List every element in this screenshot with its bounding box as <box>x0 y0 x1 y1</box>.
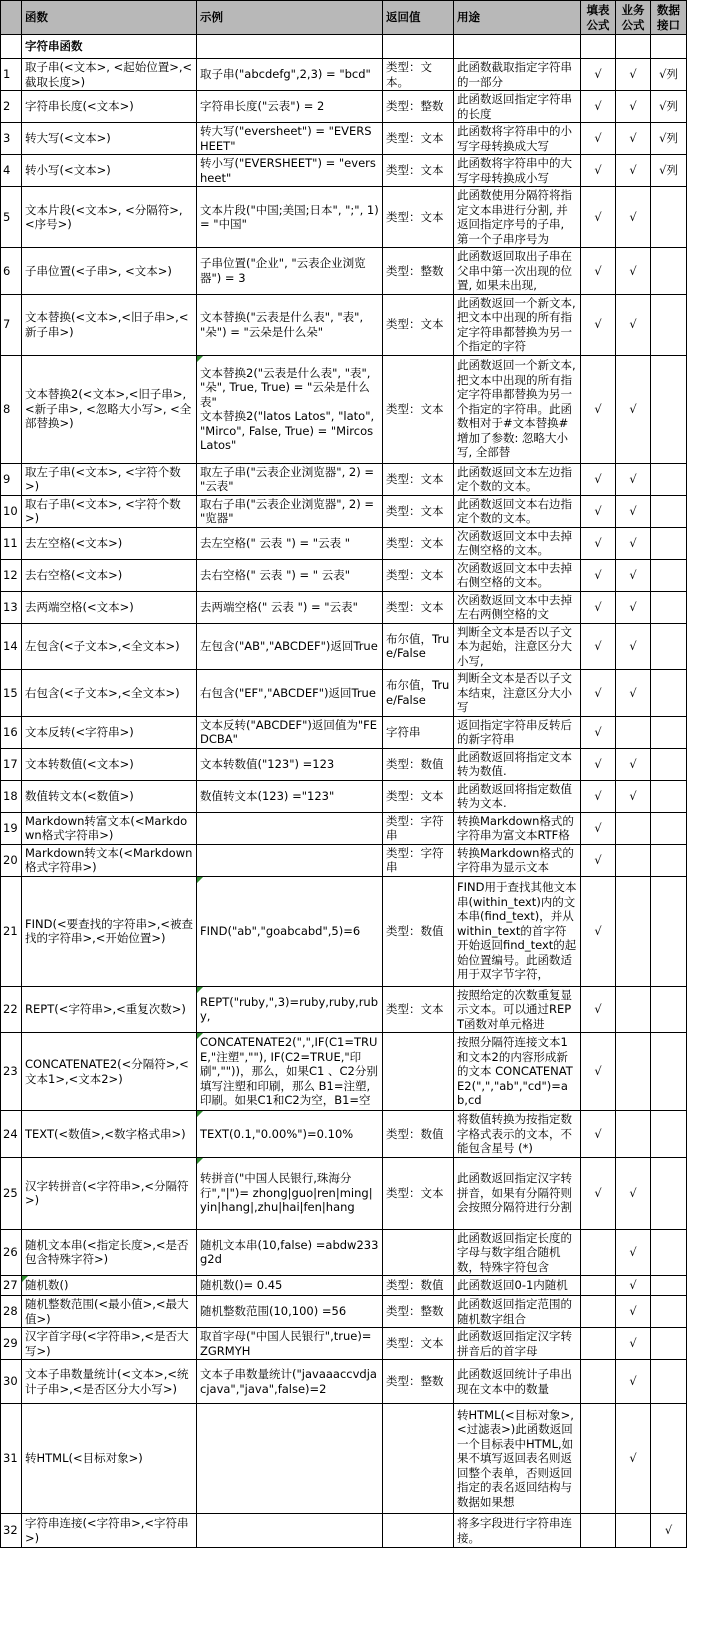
business-formula-check: √ <box>616 623 651 670</box>
data-interface-check <box>651 1157 687 1229</box>
business-formula-check: √ <box>616 559 651 591</box>
function-cell: 左包含(<子文本>,<全文本>) <box>22 623 197 670</box>
fill-formula-check: √ <box>581 623 616 670</box>
example-cell: CONCATENATE2(",",IF(C1=TRUE,"注塑",""), IF(C2=TRUE,"印刷",""))，那么，如果C1 、C2分别填写注塑和印刷，那么 B1=注塑,印刷。如果C1和C2为空，B1=空 <box>197 1033 383 1111</box>
business-formula-check <box>616 986 651 1033</box>
business-formula-check: √ <box>616 355 651 463</box>
business-formula-check: √ <box>616 1157 651 1229</box>
function-cell: 右包含(<子文本>,<全文本>) <box>22 670 197 717</box>
business-formula-check: √ <box>616 527 651 559</box>
row-number: 2 <box>1 91 22 123</box>
return-cell: 字符串 <box>383 716 454 748</box>
data-interface-check <box>651 670 687 717</box>
business-formula-check <box>616 1514 651 1548</box>
function-cell: 去左空格(<文本>) <box>22 527 197 559</box>
usage-cell: 此函数返回指定汉字转拼音后的首字母 <box>454 1328 581 1360</box>
example-cell <box>197 812 383 844</box>
usage-cell: 判断全文本是否以子文本为起始，注意区分大小写, <box>454 623 581 670</box>
function-cell: FIND(<要查找的字符串>,<被查找的字符串>,<开始位置>) <box>22 876 197 986</box>
table-row <box>1 1033 687 1111</box>
business-formula-check: √ <box>616 670 651 717</box>
header-index <box>1 1 22 35</box>
table-row <box>1 1229 687 1276</box>
usage-cell: 转换Markdown格式的字符串为富文本RTF格 <box>454 812 581 844</box>
function-cell: 转HTML(<目标对象>) <box>22 1404 197 1514</box>
business-formula-check: √ <box>616 495 651 527</box>
usage-cell: 返回指定字符串反转后的新字符串 <box>454 716 581 748</box>
return-cell: 类型：文本 <box>383 1157 454 1229</box>
function-cell: 字符串连接(<字符串>,<字符串>) <box>22 1514 197 1548</box>
business-formula-check <box>616 1033 651 1111</box>
usage-cell: 此函数截取指定字符串的一部分 <box>454 59 581 91</box>
table-row <box>1 1360 687 1404</box>
data-interface-check <box>651 716 687 748</box>
table-row <box>1 527 687 559</box>
return-cell: 类型：文本 <box>383 591 454 623</box>
fill-formula-check: √ <box>581 1157 616 1229</box>
fill-formula-check: √ <box>581 248 616 295</box>
fill-formula-check: √ <box>581 463 616 495</box>
table-row <box>1 59 687 91</box>
usage-cell: 此函数返回文本左边指定个数的文本。 <box>454 463 581 495</box>
example-cell: 文本转数值("123") =123 <box>197 748 383 780</box>
usage-cell: 此函数返回指定字符串的长度 <box>454 91 581 123</box>
fill-formula-check: √ <box>581 527 616 559</box>
usage-cell: 此函数将字符串中的小写字母转换成大写 <box>454 123 581 155</box>
data-interface-check <box>651 812 687 844</box>
example-cell: 文本反转("ABCDEF")返回值为"FEDCBA" <box>197 716 383 748</box>
usage-cell: 此函数返回统计子串出现在文本中的数量 <box>454 1360 581 1404</box>
fill-formula-check: √ <box>581 876 616 986</box>
usage-cell: 转换Markdown格式的字符串为显示文本 <box>454 844 581 876</box>
fill-formula-check: √ <box>581 495 616 527</box>
business-formula-check <box>616 716 651 748</box>
fill-formula-check: √ <box>581 1033 616 1111</box>
return-cell: 类型：字符串 <box>383 844 454 876</box>
row-number: 8 <box>1 355 22 463</box>
return-cell <box>383 1404 454 1514</box>
data-interface-check <box>651 1229 687 1276</box>
fill-formula-check: √ <box>581 559 616 591</box>
business-formula-check: √ <box>616 1360 651 1404</box>
function-cell: 随机数() <box>22 1276 197 1296</box>
row-number: 25 <box>1 1157 22 1229</box>
example-cell: 字符串长度("云表") = 2 <box>197 91 383 123</box>
example-cell: FIND("ab","goabcabd",5)=6 <box>197 876 383 986</box>
row-number: 1 <box>1 59 22 91</box>
business-formula-check: √ <box>616 91 651 123</box>
fill-formula-check: √ <box>581 748 616 780</box>
example-cell: 去左空格(" 云表 ") = "云表 " <box>197 527 383 559</box>
function-cell: 文本替换(<文本>,<旧子串>,<新子串>) <box>22 294 197 355</box>
usage-cell: 转HTML(<目标对象>,<过滤表>)此函数返回一个目标表中HTML,如果不填写返回表名则返回整个表单，否则返回指定的表名返回结构与数据如果想 <box>454 1404 581 1514</box>
data-interface-check <box>651 1296 687 1328</box>
business-formula-check <box>616 844 651 876</box>
row-number: 10 <box>1 495 22 527</box>
example-cell <box>197 1404 383 1514</box>
return-cell: 类型：数值 <box>383 1276 454 1296</box>
data-interface-check <box>651 876 687 986</box>
return-cell: 类型：字符串 <box>383 812 454 844</box>
function-cell: 文本替换2(<文本>,<旧子串>,<新子串>, <忽略大小写>, <全部替换>) <box>22 355 197 463</box>
row-number: 22 <box>1 986 22 1033</box>
row-number: 16 <box>1 716 22 748</box>
section-row <box>1 35 687 59</box>
example-cell <box>197 1514 383 1548</box>
row-number: 17 <box>1 748 22 780</box>
business-formula-check: √ <box>616 123 651 155</box>
data-interface-check <box>651 187 687 248</box>
fill-formula-check: √ <box>581 986 616 1033</box>
example-cell: 转大写("eversheet") = "EVERSHEET" <box>197 123 383 155</box>
data-interface-check <box>651 1328 687 1360</box>
example-cell: 子串位置("企业", "云表企业浏览器") = 3 <box>197 248 383 295</box>
business-formula-check: √ <box>616 1276 651 1296</box>
data-interface-check: √列 <box>651 91 687 123</box>
fill-formula-check: √ <box>581 591 616 623</box>
example-cell: REPT("ruby,",3)=ruby,ruby,ruby, <box>197 986 383 1033</box>
table-row <box>1 716 687 748</box>
function-cell: 转大写(<文本>) <box>22 123 197 155</box>
header-row <box>1 1 687 35</box>
business-formula-check: √ <box>616 59 651 91</box>
return-cell: 类型：数值 <box>383 876 454 986</box>
data-interface-check <box>651 495 687 527</box>
business-formula-check: √ <box>616 1229 651 1276</box>
table-row <box>1 463 687 495</box>
usage-cell: 次函数返回文本中去掉左侧空格的文本。 <box>454 527 581 559</box>
usage-cell: 此函数返回取出子串在父串中第一次出现的位置, 如果未出现, <box>454 248 581 295</box>
example-cell: 数值转文本(123) ="123" <box>197 780 383 812</box>
row-number: 29 <box>1 1328 22 1360</box>
function-cell: 随机文本串(<指定长度>,<是否包含特殊字符>) <box>22 1229 197 1276</box>
data-interface-check: √列 <box>651 59 687 91</box>
business-formula-check: √ <box>616 248 651 295</box>
return-cell: 类型：文本 <box>383 780 454 812</box>
row-number: 28 <box>1 1296 22 1328</box>
fill-formula-check <box>581 1360 616 1404</box>
usage-cell: 此函数返回指定汉字转拼音，如果有分隔符则会按照分隔符进行分割 <box>454 1157 581 1229</box>
fill-formula-check: √ <box>581 844 616 876</box>
fill-formula-check: √ <box>581 294 616 355</box>
table-row <box>1 91 687 123</box>
fill-formula-check <box>581 1328 616 1360</box>
business-formula-check <box>616 812 651 844</box>
data-interface-check <box>651 844 687 876</box>
function-cell: 汉字转拼音(<字符串>,<分隔符>) <box>22 1157 197 1229</box>
table-row <box>1 1328 687 1360</box>
usage-cell: 将多字段进行字符串连接。 <box>454 1514 581 1548</box>
usage-cell: 将数值转换为按指定数字格式表示的文本，不能包含星号 (*) <box>454 1111 581 1158</box>
table-row <box>1 248 687 295</box>
table-row <box>1 495 687 527</box>
row-number: 24 <box>1 1111 22 1158</box>
business-formula-check: √ <box>616 463 651 495</box>
row-number: 26 <box>1 1229 22 1276</box>
business-formula-check: √ <box>616 187 651 248</box>
function-cell: 取左子串(<文本>, <字符个数>) <box>22 463 197 495</box>
business-formula-check: √ <box>616 1328 651 1360</box>
row-number: 20 <box>1 844 22 876</box>
table-row <box>1 1157 687 1229</box>
example-cell: 转拼音("中国人民银行,珠海分行","|")= zhong|guo|ren|ming|yin|hang|,zhu|hai|fen|hang <box>197 1157 383 1229</box>
fill-formula-check <box>581 1276 616 1296</box>
table-row <box>1 559 687 591</box>
table-row <box>1 187 687 248</box>
example-cell: TEXT(0.1,"0.00%")=0.10% <box>197 1111 383 1158</box>
business-formula-check: √ <box>616 748 651 780</box>
usage-cell: 此函数将字符串中的大写字母转换成小写 <box>454 155 581 187</box>
business-formula-check: √ <box>616 780 651 812</box>
return-cell: 类型：数值 <box>383 1111 454 1158</box>
example-cell: 去两端空格(" 云表 ") = "云表" <box>197 591 383 623</box>
row-number: 32 <box>1 1514 22 1548</box>
row-number: 7 <box>1 294 22 355</box>
function-cell: 汉字首字母(<字符串>,<是否大写>) <box>22 1328 197 1360</box>
row-number: 6 <box>1 248 22 295</box>
table-row <box>1 294 687 355</box>
example-cell: 随机整数范围(10,100) =56 <box>197 1296 383 1328</box>
fill-formula-check: √ <box>581 812 616 844</box>
table-row <box>1 748 687 780</box>
row-number: 31 <box>1 1404 22 1514</box>
function-cell: TEXT(<数值>,<数字格式串>) <box>22 1111 197 1158</box>
row-number: 12 <box>1 559 22 591</box>
return-cell: 类型：文本 <box>383 187 454 248</box>
section-title: 字符串函数 <box>22 35 197 59</box>
row-number: 30 <box>1 1360 22 1404</box>
function-cell: 转小写(<文本>) <box>22 155 197 187</box>
fill-formula-check <box>581 1514 616 1548</box>
return-cell: 类型：文本 <box>383 463 454 495</box>
row-number: 5 <box>1 187 22 248</box>
data-interface-check <box>651 623 687 670</box>
fill-formula-check: √ <box>581 187 616 248</box>
fill-formula-check: √ <box>581 123 616 155</box>
example-cell <box>197 844 383 876</box>
return-cell: 类型：数值 <box>383 748 454 780</box>
example-cell: 文本子串数量统计("javaaaccvdjacjava","java",false)=2 <box>197 1360 383 1404</box>
return-cell: 类型：文本 <box>383 559 454 591</box>
table-row <box>1 844 687 876</box>
usage-cell: 按照给定的次数重复显示文本。可以通过REPT函数对单元格进 <box>454 986 581 1033</box>
data-interface-check <box>651 748 687 780</box>
row-number: 3 <box>1 123 22 155</box>
return-cell: 类型：文本 <box>383 355 454 463</box>
usage-cell: 此函数返回将指定数值转为文本. <box>454 780 581 812</box>
usage-cell: 此函数返回0-1内随机 <box>454 1276 581 1296</box>
usage-cell: 此函数返回一个新文本,把文本中出现的所有指定字符串都替换为另一个指定的字符 <box>454 294 581 355</box>
function-cell: 字符串长度(<文本>) <box>22 91 197 123</box>
fill-formula-check <box>581 1404 616 1514</box>
table-row <box>1 670 687 717</box>
fill-formula-check: √ <box>581 1111 616 1158</box>
data-interface-check <box>651 1404 687 1514</box>
header-data-interface: 数据接口 <box>651 1 687 35</box>
return-cell: 类型：文本 <box>383 294 454 355</box>
return-cell: 类型：整数 <box>383 248 454 295</box>
usage-cell: 此函数返回将指定文本转为数值. <box>454 748 581 780</box>
example-cell: 转小写("EVERSHEET") = "eversheet" <box>197 155 383 187</box>
example-cell: 取左子串("云表企业浏览器", 2) = "云表" <box>197 463 383 495</box>
fill-formula-check: √ <box>581 59 616 91</box>
usage-cell: 此函数返回文本右边指定个数的文本。 <box>454 495 581 527</box>
table-row <box>1 123 687 155</box>
table-row <box>1 591 687 623</box>
usage-cell: 此函数返回指定范围的随机数字组合 <box>454 1296 581 1328</box>
table-row <box>1 1404 687 1514</box>
data-interface-check <box>651 986 687 1033</box>
fill-formula-check: √ <box>581 716 616 748</box>
function-cell: 取右子串(<文本>, <字符个数>) <box>22 495 197 527</box>
fill-formula-check <box>581 1296 616 1328</box>
business-formula-check: √ <box>616 1296 651 1328</box>
data-interface-check <box>651 1111 687 1158</box>
table-row <box>1 1514 687 1548</box>
header-example: 示例 <box>197 1 383 35</box>
data-interface-check: √列 <box>651 155 687 187</box>
example-cell: 左包含("AB","ABCDEF")返回True <box>197 623 383 670</box>
return-cell: 布尔值，True/False <box>383 670 454 717</box>
data-interface-check: √列 <box>651 123 687 155</box>
data-interface-check <box>651 294 687 355</box>
fill-formula-check: √ <box>581 670 616 717</box>
data-interface-check <box>651 463 687 495</box>
header-business-formula: 业务公式 <box>616 1 651 35</box>
data-interface-check <box>651 780 687 812</box>
return-cell: 类型：文本 <box>383 155 454 187</box>
function-cell: CONCATENATE2(<分隔符>,<文本1>,<文本2>) <box>22 1033 197 1111</box>
return-cell: 类型：文本 <box>383 986 454 1033</box>
usage-cell: 次函数返回文本中去掉左右两侧空格的文 <box>454 591 581 623</box>
return-cell: 类型：文本 <box>383 1328 454 1360</box>
business-formula-check: √ <box>616 294 651 355</box>
fill-formula-check: √ <box>581 355 616 463</box>
function-cell: 去两端空格(<文本>) <box>22 591 197 623</box>
return-cell: 类型：文本。 <box>383 59 454 91</box>
function-cell: Markdown转富文本(<Markdown格式字符串>) <box>22 812 197 844</box>
data-interface-check <box>651 1360 687 1404</box>
example-cell: 文本替换("云表是什么表", "表", "朵") = "云朵是什么朵" <box>197 294 383 355</box>
table-row <box>1 780 687 812</box>
data-interface-check <box>651 591 687 623</box>
example-cell: 右包含("EF","ABCDEF")返回True <box>197 670 383 717</box>
row-number: 4 <box>1 155 22 187</box>
table-row <box>1 876 687 986</box>
return-cell: 布尔值，True/False <box>383 623 454 670</box>
fill-formula-check: √ <box>581 91 616 123</box>
example-cell: 随机文本串(10,false) =abdw233g2d <box>197 1229 383 1276</box>
usage-cell: 判断全文本是否以子文本结束，注意区分大小写 <box>454 670 581 717</box>
function-cell: Markdown转文本(<Markdown格式字符串>) <box>22 844 197 876</box>
example-cell: 文本替换2("云表是什么表", "表", "朵", True, True) = "云朵是什么表" 文本替换2("latos Latos", "lato", "Mirco", False, True) = "Mircos Latos" <box>197 355 383 463</box>
business-formula-check <box>616 876 651 986</box>
usage-cell: 按照分隔符连接文本1和文本2的内容形成新的文本 CONCATENATE2(",","ab","cd")=ab,cd <box>454 1033 581 1111</box>
table-row <box>1 155 687 187</box>
return-cell: 类型：文本 <box>383 123 454 155</box>
return-cell <box>383 1033 454 1111</box>
header-function: 函数 <box>22 1 197 35</box>
return-cell: 类型：文本 <box>383 527 454 559</box>
function-cell: 去右空格(<文本>) <box>22 559 197 591</box>
example-cell: 取右子串("云表企业浏览器", 2) = "览器" <box>197 495 383 527</box>
return-cell <box>383 1229 454 1276</box>
table-row <box>1 1296 687 1328</box>
row-number: 21 <box>1 876 22 986</box>
example-cell: 去右空格(" 云表 ") = " 云表" <box>197 559 383 591</box>
header-return: 返回值 <box>383 1 454 35</box>
data-interface-check <box>651 559 687 591</box>
row-number: 18 <box>1 780 22 812</box>
usage-cell: FIND用于查找其他文本串(within_text)内的文本串(find_text)，并从within_text的首字符开始返回find_text的起始位置编号。此函数适用于双字节字符， <box>454 876 581 986</box>
table-row <box>1 1111 687 1158</box>
table-row <box>1 355 687 463</box>
example-cell: 随机数()= 0.45 <box>197 1276 383 1296</box>
row-number: 23 <box>1 1033 22 1111</box>
table-row <box>1 986 687 1033</box>
business-formula-check <box>616 1111 651 1158</box>
usage-cell: 次函数返回文本中去掉右侧空格的文本。 <box>454 559 581 591</box>
function-cell: 文本转数值(<文本>) <box>22 748 197 780</box>
row-number: 11 <box>1 527 22 559</box>
example-cell: 取子串("abcdefg",2,3) = "bcd" <box>197 59 383 91</box>
row-number: 19 <box>1 812 22 844</box>
row-number: 9 <box>1 463 22 495</box>
function-cell: 文本子串数量统计(<文本>,<统计子串>,<是否区分大小写>) <box>22 1360 197 1404</box>
data-interface-check <box>651 248 687 295</box>
row-number: 27 <box>1 1276 22 1296</box>
fill-formula-check: √ <box>581 780 616 812</box>
return-cell: 类型：整数 <box>383 1360 454 1404</box>
data-interface-check <box>651 527 687 559</box>
function-cell: 随机整数范围(<最小值>,<最大值>) <box>22 1296 197 1328</box>
table-row <box>1 812 687 844</box>
data-interface-check <box>651 1276 687 1296</box>
function-cell: 取子串(<文本>, <起始位置>,<截取长度>) <box>22 59 197 91</box>
function-cell: 子串位置(<子串>, <文本>) <box>22 248 197 295</box>
business-formula-check: √ <box>616 155 651 187</box>
fill-formula-check: √ <box>581 155 616 187</box>
function-cell: REPT(<字符串>,<重复次数>) <box>22 986 197 1033</box>
data-interface-check: √ <box>651 1514 687 1548</box>
function-cell: 数值转文本(<数值>) <box>22 780 197 812</box>
table-row <box>1 623 687 670</box>
return-cell: 类型：整数 <box>383 91 454 123</box>
example-cell: 文本片段("中国;美国;日本", ";", 1) = "中国" <box>197 187 383 248</box>
row-number: 14 <box>1 623 22 670</box>
usage-cell: 此函数返回一个新文本,把文本中出现的所有指定字符串都替换为另一个指定的字符串。此函数相对于#文本替换#增加了参数: 忽略大小写, 全部替 <box>454 355 581 463</box>
header-fill-formula: 填表公式 <box>581 1 616 35</box>
return-cell <box>383 1514 454 1548</box>
business-formula-check: √ <box>616 1404 651 1514</box>
usage-cell: 此函数返回指定长度的字母与数字组合随机数，特殊字符包含 <box>454 1229 581 1276</box>
row-number: 15 <box>1 670 22 717</box>
table-row <box>1 1276 687 1296</box>
row-number: 13 <box>1 591 22 623</box>
header-usage: 用途 <box>454 1 581 35</box>
function-cell: 文本反转(<字符串>) <box>22 716 197 748</box>
function-cell: 文本片段(<文本>, <分隔符>, <序号>) <box>22 187 197 248</box>
return-cell: 类型：整数 <box>383 1296 454 1328</box>
fill-formula-check <box>581 1229 616 1276</box>
data-interface-check <box>651 1033 687 1111</box>
data-interface-check <box>651 355 687 463</box>
example-cell: 取首字母("中国人民银行",true)=ZGRMYH <box>197 1328 383 1360</box>
return-cell: 类型：文本 <box>383 495 454 527</box>
usage-cell: 此函数使用分隔符将指定文本串进行分割, 并返回指定序号的子串, 第一个子串序号为 <box>454 187 581 248</box>
business-formula-check: √ <box>616 591 651 623</box>
